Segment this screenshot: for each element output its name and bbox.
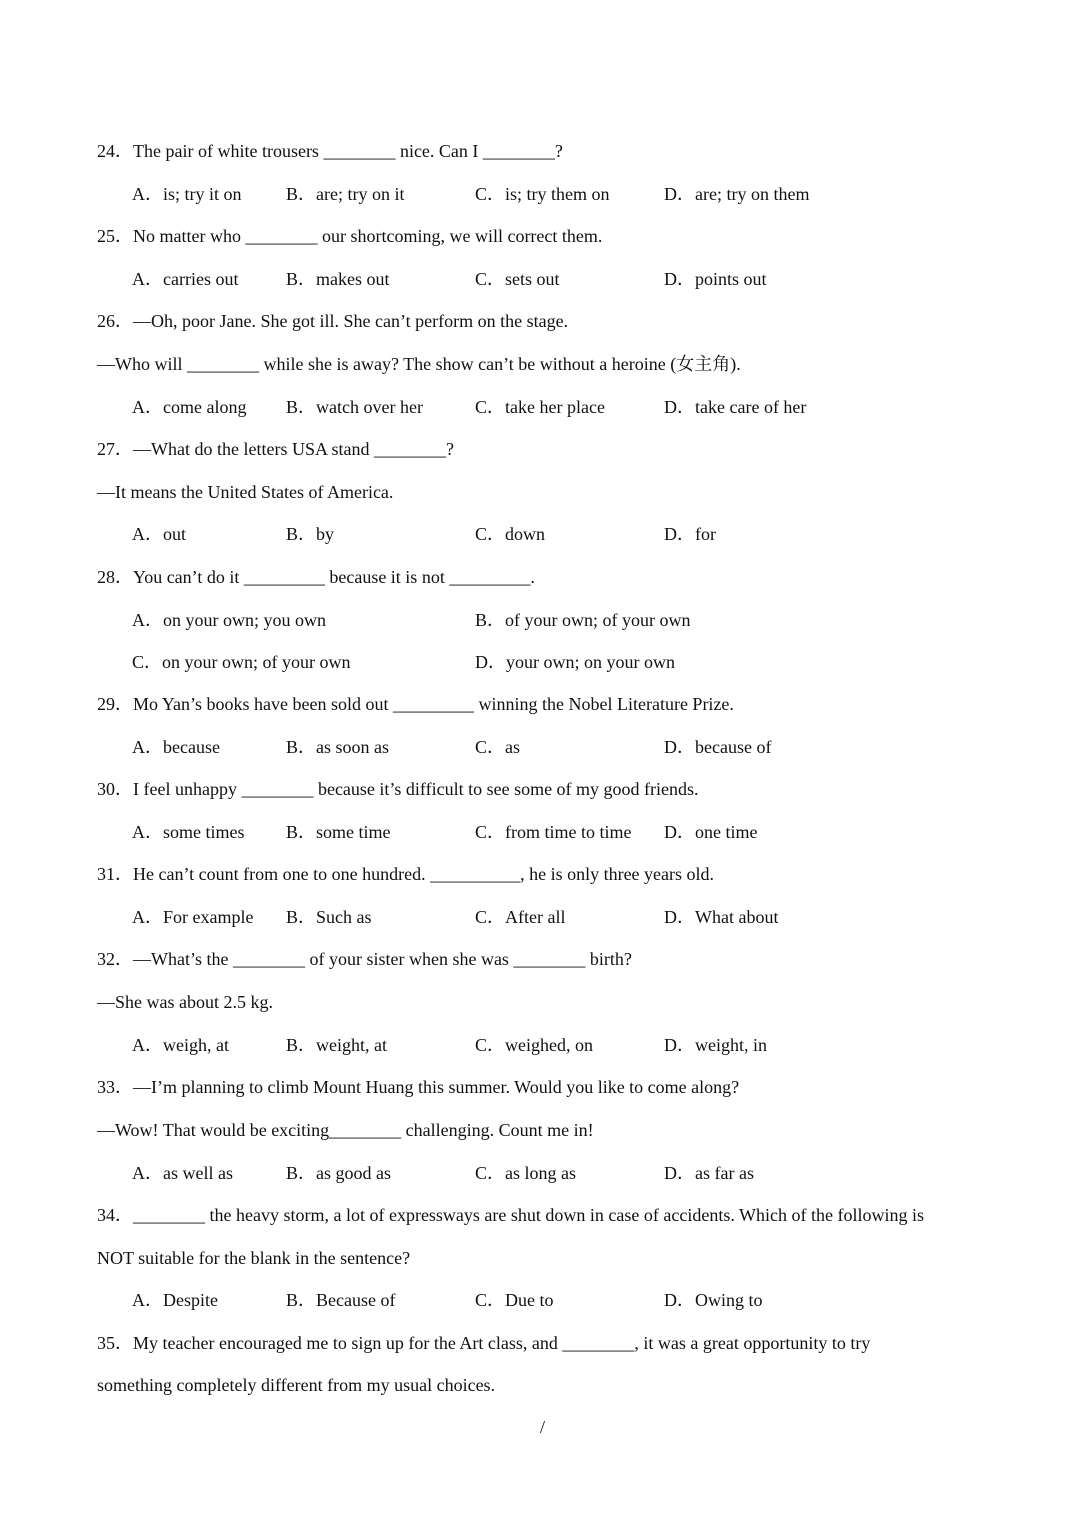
question-34-option-b: B．Because of — [286, 1290, 396, 1310]
question-24-option-a: A．is; try it on — [132, 184, 242, 204]
question-31-stem: 31．He can’t count from one to one hundred. __________, he is only three years old. — [97, 864, 715, 884]
question-31-option-c: C．After all — [475, 907, 566, 927]
question-29-option-b: B．as soon as — [286, 737, 389, 757]
question-31-option-d: D．What about — [664, 907, 779, 927]
question-24-option-b: B．are; try on it — [286, 184, 405, 204]
question-28-option-d: D．your own; on your own — [475, 652, 675, 672]
question-30-option-d: D．one time — [664, 822, 758, 842]
question-27-option-a: A．out — [132, 524, 186, 544]
question-26-option-b: B．watch over her — [286, 397, 423, 417]
question-26-option-c: C．take her place — [475, 397, 605, 417]
question-25-option-a: A．carries out — [132, 269, 239, 289]
question-32-option-c: C．weighed, on — [475, 1035, 593, 1055]
question-24-option-c: C．is; try them on — [475, 184, 610, 204]
question-33-option-c: C．as long as — [475, 1163, 576, 1183]
question-32-option-d: D．weight, in — [664, 1035, 767, 1055]
question-28-option-b: B．of your own; of your own — [475, 610, 691, 630]
question-25-option-c: C．sets out — [475, 269, 560, 289]
question-33-option-b: B．as good as — [286, 1163, 391, 1183]
question-27-option-b: B．by — [286, 524, 335, 544]
question-30-stem: 30．I feel unhappy ________ because it’s difficult to see some of my good friends. — [97, 779, 699, 799]
question-26-option-a: A．come along — [132, 397, 247, 417]
question-30-option-a: A．some times — [132, 822, 245, 842]
question-24-stem: 24．The pair of white trousers ________ nice. Can I ________? — [97, 141, 563, 161]
question-32-option-a: A．weigh, at — [132, 1035, 229, 1055]
question-25-option-d: D．points out — [664, 269, 767, 289]
question-31-option-b: B．Such as — [286, 907, 372, 927]
question-34-option-d: D．Owing to — [664, 1290, 763, 1310]
question-28-option-c: C．on your own; of your own — [132, 652, 351, 672]
question-26-stem-line2: —Who will ________ while she is away? The show can’t be without a heroine (女主角). — [97, 354, 741, 374]
page-footer-mark: / — [540, 1417, 546, 1437]
question-29-option-d: D．because of — [664, 737, 772, 757]
question-29-option-c: C．as — [475, 737, 520, 757]
question-34-stem-line2: NOT suitable for the blank in the sentence? — [97, 1248, 411, 1268]
question-27-option-d: D．for — [664, 524, 716, 544]
question-24-option-d: D．are; try on them — [664, 184, 810, 204]
question-25-option-b: B．makes out — [286, 269, 390, 289]
question-27-option-c: C．down — [475, 524, 546, 544]
question-33-stem: 33．—I’m planning to climb Mount Huang this summer. Would you like to come along? — [97, 1077, 740, 1097]
question-32-stem: 32．—What’s the ________ of your sister when she was ________ birth? — [97, 949, 632, 969]
question-32-option-b: B．weight, at — [286, 1035, 387, 1055]
question-32-stem-line2: —She was about 2.5 kg. — [97, 992, 273, 1012]
question-26-option-d: D．take care of her — [664, 397, 807, 417]
question-34-option-c: C．Due to — [475, 1290, 554, 1310]
question-31-option-a: A．For example — [132, 907, 254, 927]
question-30-option-b: B．some time — [286, 822, 391, 842]
question-30-option-c: C．from time to time — [475, 822, 632, 842]
question-34-option-a: A．Despite — [132, 1290, 218, 1310]
question-33-stem-line2: —Wow! That would be exciting________ challenging. Count me in! — [97, 1120, 594, 1140]
question-28-stem: 28．You can’t do it _________ because it is not _________. — [97, 567, 535, 587]
question-33-option-a: A．as well as — [132, 1163, 233, 1183]
question-35-stem: 35．My teacher encouraged me to sign up for the Art class, and ________, it was a great opportunity to try — [97, 1333, 871, 1353]
question-34-stem: 34．________ the heavy storm, a lot of expressways are shut down in case of accidents. Which of the following is — [97, 1205, 924, 1225]
question-35-stem-line2: something completely different from my usual choices. — [97, 1375, 496, 1395]
question-25-stem: 25．No matter who ________ our shortcoming, we will correct them. — [97, 226, 603, 246]
question-33-option-d: D．as far as — [664, 1163, 754, 1183]
question-27-stem: 27．—What do the letters USA stand ________? — [97, 439, 454, 459]
question-27-stem-line2: —It means the United States of America. — [97, 482, 394, 502]
question-29-stem: 29．Mo Yan’s books have been sold out _________ winning the Nobel Literature Prize. — [97, 694, 734, 714]
question-26-stem: 26．—Oh, poor Jane. She got ill. She can’t perform on the stage. — [97, 311, 569, 331]
question-29-option-a: A．because — [132, 737, 220, 757]
question-28-option-a: A．on your own; you own — [132, 610, 326, 630]
